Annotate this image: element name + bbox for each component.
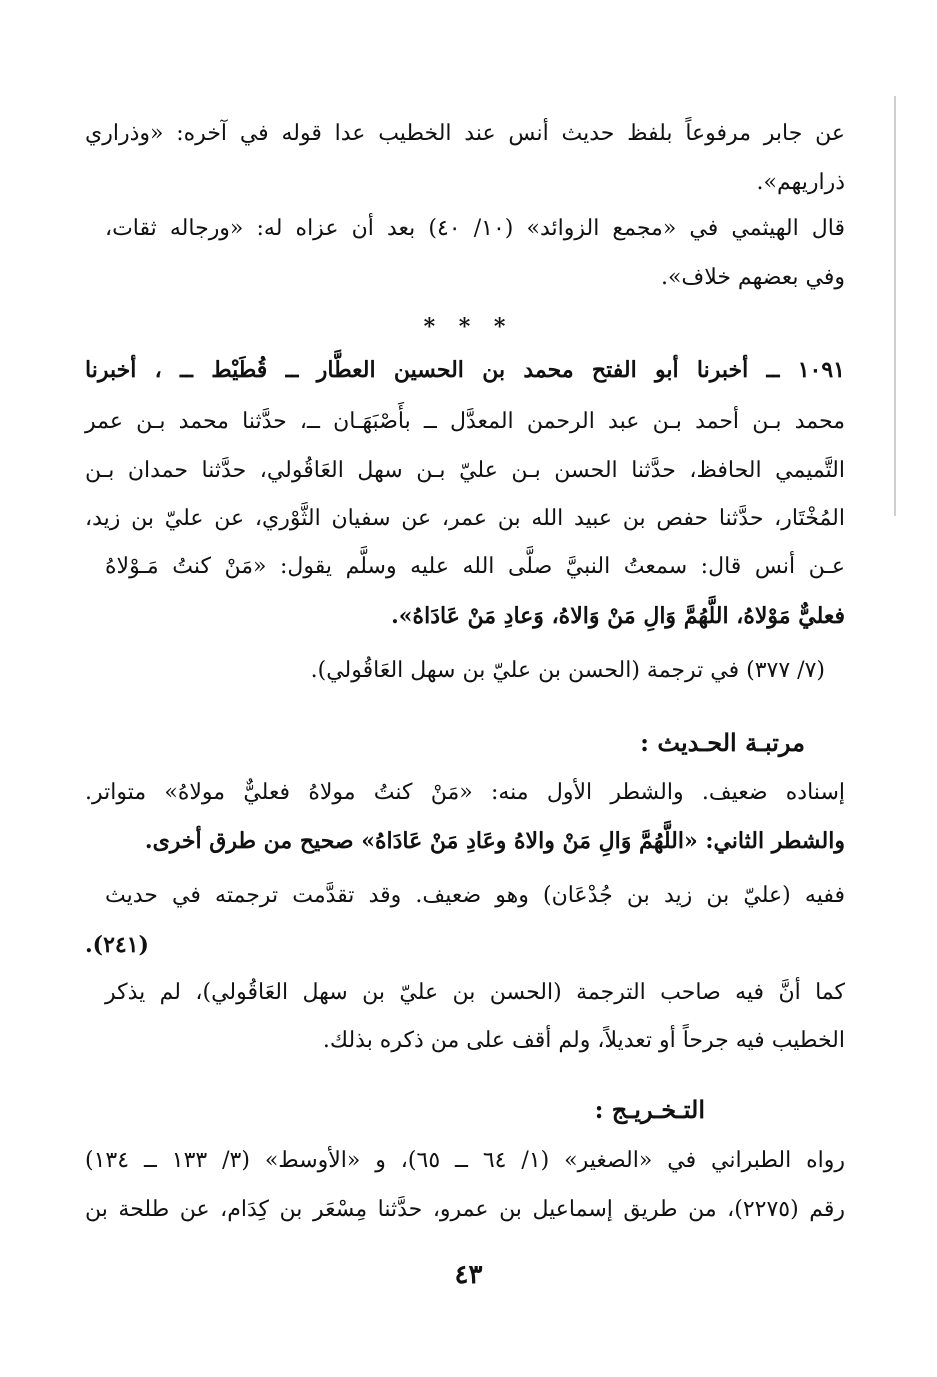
section-heading-takhrij: التـخـريـج : [594, 1095, 705, 1124]
text-line: ففيه (عليّ بن زيد بن جُدْعَان) وهو ضعيف. وقد تقدَّمت ترجمته في حديث [105, 883, 845, 908]
takhrij-line: رقم (٢٢٧٥)، من طريق إسماعيل بن عمرو، حدَّثنا مِسْعَر بن كِدَام، عن طلحة بن [85, 1197, 845, 1222]
hadith-line: المُخْتَار، حدَّثنا حفص بن عبيد الله بن عمر، عن سفيان الثَّوْري، عن عليّ بن زيد، [85, 506, 845, 531]
hadith-line: ١٠٩١ ــ أخبرنا أبو الفتح محمد بن الحسين العطَّار ــ قُطَيْط ــ ، أخبرنا [85, 357, 845, 383]
hadith-line: التَّميمي الحافظ، حدَّثنا الحسن بـن عليّ بـن سهل العَاقُولي، حدَّثنا حمدان بـن [85, 458, 845, 483]
source-reference: (٧/ ٣٧٧) في ترجمة (الحسن بن عليّ بن سهل العَاقُولي). [310, 658, 825, 683]
takhrij-line: رواه الطبراني في «الصغير» (١/ ٦٤ ــ ٦٥)، و «الأوسط» (٣/ ١٣٣ ــ ١٣٤) [85, 1148, 846, 1173]
text-line: كما أنَّ فيه صاحب الترجمة (الحسن بن عليّ بن سهل العَاقُولي)، لم يذكر [105, 980, 845, 1005]
text-line: وفي بعضهم خلاف». [660, 265, 845, 290]
text-line: ذراريهم». [756, 170, 845, 195]
section-separator: * * * [423, 314, 514, 340]
grade-line: والشطر الثاني: «اللَّهُمَّ وَالِ مَنْ والاهُ وعَادِ مَنْ عَادَاهُ» صحيح من طرق أخرى. [144, 828, 845, 854]
page-number: ٤٣ [454, 1260, 483, 1290]
text-line: عن جابر مرفوعاً بلفظ حديث أنس عند الخطيب عدا قوله في آخره: «وذراري [85, 121, 845, 146]
grade-line: إسناده ضعيف. والشطر الأول منه: «مَنْ كنتُ مولاهُ فعليٌّ مولاهُ» متواتر. [85, 780, 845, 805]
section-heading-grade: مرتبـة الحـديث : [640, 728, 805, 757]
hadith-line: فعليٌّ مَوْلاهُ، اللَّهُمَّ وَالِ مَنْ وَالاهُ، وَعادِ مَنْ عَادَاهُ». [391, 603, 845, 629]
text-line: قال الهيثمي في «مجمع الزوائد» (١٠/ ٤٠) بعد أن عزاه له: «ورجاله ثقات، [105, 216, 846, 241]
text-line: (٢٤١). [85, 932, 149, 958]
text-line: الخطيب فيه جرحاً أو تعديلاً، ولم أقف على من ذكره بذلك. [322, 1028, 845, 1053]
hadith-line: عـن أنس قال: سمعتُ النبيَّ صلَّى الله عليه وسلَّم يقول: «مَنْ كنتُ مَـوْلاهُ [105, 554, 845, 579]
hadith-line: محمد بـن أحمد بـن عبد الرحمن المعدَّل ــ بأَصْبَهَـان ــ، حدَّثنا محمد بـن عمر [85, 409, 845, 434]
page-edge-shadow [894, 96, 896, 516]
